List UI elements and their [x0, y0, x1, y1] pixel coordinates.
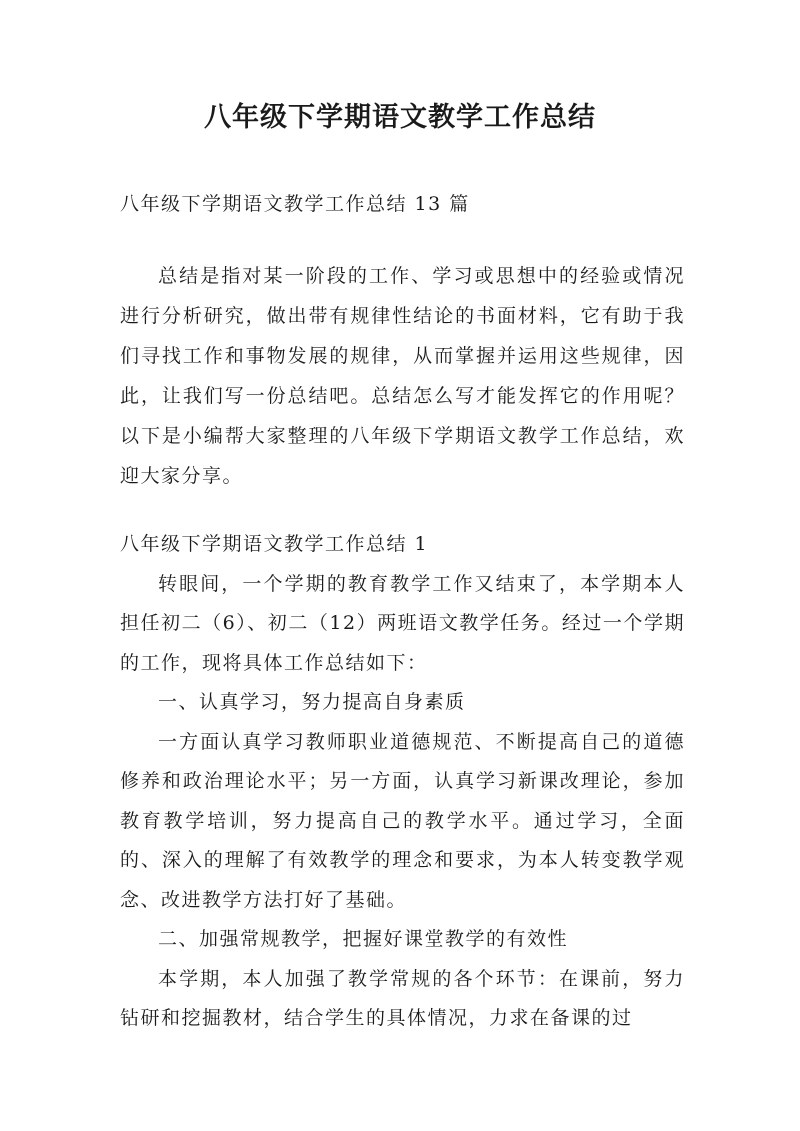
paragraph: 一方面认真学习教师职业道德规范、不断提高自己的道德修养和政治理论水平；另一方面，认真学习新课改理论，参加教育教学培训，努力提高自己的教学水平。通过学习，全面的、深入的理解了有效教学的理念和要求，为本人转变教学观念、改进教学方法打好了基础。: [120, 730, 685, 911]
subtitle-text: 八年级下学期语文教学工作总结 13 篇: [120, 193, 470, 215]
subheading: 一、认真学习，努力提高自身素质: [158, 691, 466, 713]
section-1: [120, 525, 685, 1039]
document-subtitle: [120, 186, 685, 222]
intro-paragraph: 总结是指对某一阶段的工作、学习或思想中的经验或情况进行分析研究，做出带有规律性结论的书面材料，它有助于我们寻找工作和事物发展的规律，从而掌握并运用这些规律，因此，让我们写一份总结吧。总结怎么写才能发挥它的作用呢？以下是小编帮大家整理的八年级下学期语文教学工作总结，欢迎大家分享。: [120, 265, 685, 487]
intro-section: [120, 256, 685, 496]
paragraph: 本学期，本人加强了教学常规的各个环节：在课前，努力钻研和挖掘教材，结合学生的具体情况，力求在备课的过: [120, 967, 685, 1029]
subheading: 二、加强常规教学，把握好课堂教学的有效性: [158, 928, 569, 950]
paragraph: 转眼间，一个学期的教育教学工作又结束了，本学期本人担任初二（6）、初二（12）两班语文教学任务。经过一个学期的工作，现将具体工作总结如下：: [120, 572, 685, 674]
document-title: 八年级下学期语文教学工作总结: [204, 102, 596, 133]
section-heading: 八年级下学期语文教学工作总结 1: [120, 533, 429, 555]
